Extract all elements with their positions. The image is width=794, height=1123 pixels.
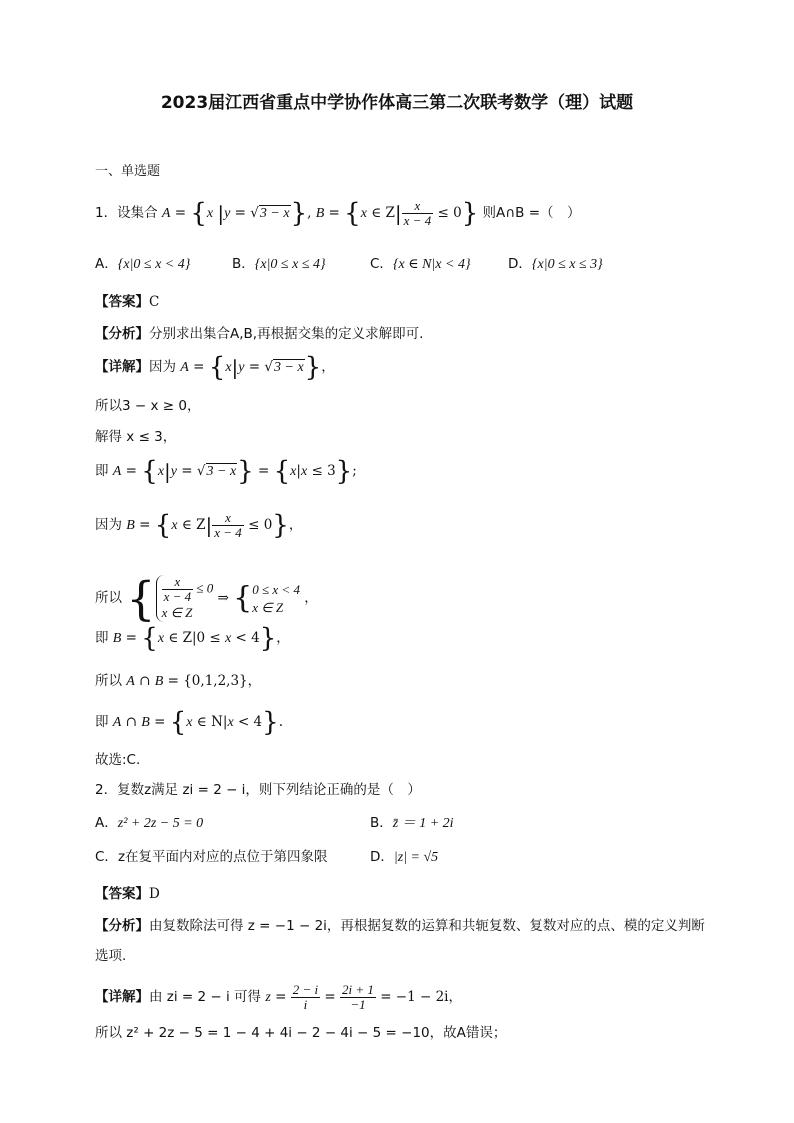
q1-detail-line-8: 所以 A ∩ B = {0,1,2,3}， (95, 673, 262, 689)
answer-tag: 【答案】 (95, 294, 149, 310)
detail-tag: 【详解】 (95, 989, 149, 1005)
q1-detail-line-5: 因为 B = {x ∈ Z| $\frac{x}{x - 4}$ ≤ 0}， (95, 510, 303, 541)
q2-analysis-cont: 选项. (95, 948, 127, 964)
q2-option-c: C．z在复平面内对应的点位于第四象限 (95, 849, 328, 865)
q1-detail-line-6: 所以 { $\frac{x}{x - 4}$ ≤ 0 x ∈ Z ⇒ {0 ≤ x < 4 x ∈ Z ， (95, 571, 318, 626)
q2-option-b: B．z̄ ＝ 1 + 2i (370, 815, 454, 831)
answer-value: D (149, 886, 160, 902)
q2-option-d: D．|z| = √5 (370, 849, 439, 865)
q1-option-b: B．{x|0 ≤ x ≤ 4} (232, 256, 326, 272)
q1-detail-line-4: 即 A = {x|y = √3 − x} = {x|x ≤ 3}; (95, 456, 357, 487)
q1-option-c: C．{x ∈ N|x < 4} (370, 256, 471, 272)
analysis-text: 由复数除法可得 z = −1 − 2i，再根据复数的运算和共轭复数、复数对应的点、模的定义判断 (149, 918, 705, 934)
q1-detail-line-1: 【详解】因为 A = {x|y = √3 − x}， (95, 352, 335, 383)
section-heading: 一、单选题 (95, 164, 161, 179)
analysis-tag: 【分析】 (95, 918, 149, 934)
q2-stem: 2．复数z满足 zi = 2 − i，则下列结论正确的是（ ） (95, 782, 421, 798)
q1-conclusion: 故选:C. (95, 752, 141, 768)
detail-tag: 【详解】 (95, 359, 149, 375)
q2-detail-line-2: 所以 z² + 2z − 5 = 1 − 4 + 4i − 2 − 4i − 5 = −10，故A错误； (95, 1025, 507, 1041)
answer-tag: 【答案】 (95, 886, 149, 902)
q1-detail-line-2: 所以3 − x ≥ 0， (95, 398, 201, 414)
page-title: 2023届江西省重点中学协作体高三第二次联考数学（理）试题 (160, 93, 634, 113)
q1-detail-line-3: 解得 x ≤ 3， (95, 429, 177, 445)
q1-answer (95, 292, 159, 312)
q2-option-a: A．z² + 2z − 5 = 0 (95, 815, 204, 831)
answer-value: C (149, 294, 160, 310)
analysis-text: 分别求出集合A,B,再根据交集的定义求解即可. (149, 326, 424, 342)
q1-detail-line-7: 即 B = {x ∈ Z|0 ≤ x < 4}， (95, 623, 290, 654)
q2-analysis (95, 916, 705, 936)
q1-option-d: D．{x|0 ≤ x ≤ 3} (508, 256, 603, 272)
q1-detail-line-9: 即 A ∩ B = {x ∈ N|x < 4}. (95, 707, 283, 738)
q2-answer (95, 884, 160, 904)
q1-number: 1．设集合 (95, 205, 158, 221)
q1-option-a: A．{x|0 ≤ x < 4} (95, 256, 191, 272)
analysis-tag: 【分析】 (95, 326, 149, 342)
q1-stem-tail: 则A∩B =（ ） (482, 205, 581, 221)
q1-analysis (95, 324, 423, 344)
q1-stem: 1．设集合 A = {x |y = √3 − x}, B = {x ∈ Z| $\frac{x}{x - 4}$ ≤ 0} 则A∩B =（ ） (95, 198, 581, 229)
q2-detail-line-1: 【详解】由 zi = 2 − i 可得 z = $\frac{2 - i}{i}$ = $\frac{2i + 1}{-1}$ = −1 − 2i， (95, 982, 463, 1012)
